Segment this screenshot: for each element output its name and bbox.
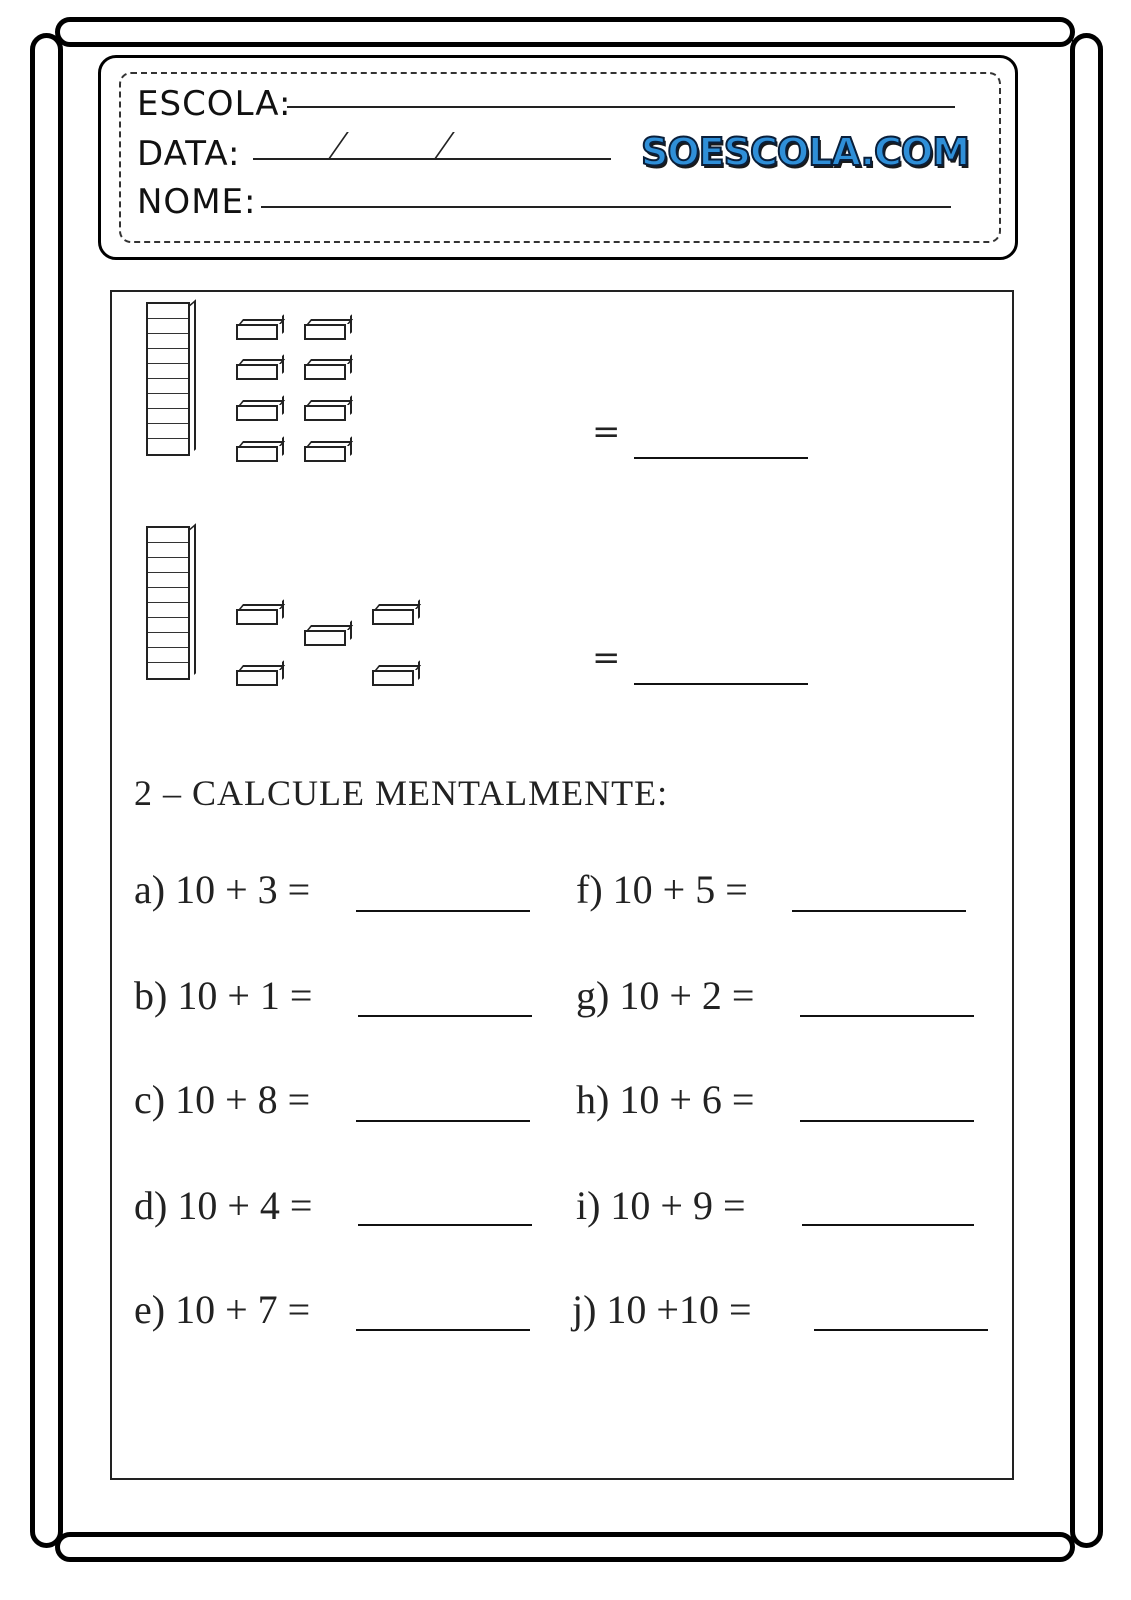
ten-rod-row1 — [146, 302, 190, 456]
problem-f: f) 10 + 5 = — [576, 867, 748, 912]
answer-field-row2[interactable] — [634, 683, 808, 685]
unit-cube — [236, 446, 278, 462]
answer-field-h[interactable] — [800, 1120, 974, 1122]
section-title: 2 – CALCULE MENTALMENTE: — [134, 773, 669, 813]
unit-cube — [304, 446, 346, 462]
problem-h: h) 10 + 6 = — [576, 1077, 755, 1122]
problem-j: j) 10 +10 = — [572, 1287, 752, 1332]
ten-rod-row2 — [146, 526, 190, 680]
problem-i: i) 10 + 9 = — [576, 1183, 746, 1228]
unit-cube — [236, 405, 278, 421]
answer-field-d[interactable] — [358, 1224, 532, 1226]
unit-cube — [304, 630, 346, 646]
unit-cube — [236, 670, 278, 686]
equals-sign-row2: = — [592, 638, 621, 678]
problem-d: d) 10 + 4 = — [134, 1183, 313, 1228]
equals-sign-row1: = — [592, 412, 621, 452]
answer-field-row1[interactable] — [634, 457, 808, 459]
unit-cube — [304, 405, 346, 421]
answer-field-e[interactable] — [356, 1329, 530, 1331]
problem-e: e) 10 + 7 = — [134, 1287, 311, 1332]
problem-g: g) 10 + 2 = — [576, 973, 755, 1018]
site-logo: SOESCOLA.COM — [641, 130, 969, 174]
name-field[interactable] — [261, 206, 951, 208]
date-label: DATA: — [137, 134, 241, 174]
answer-field-i[interactable] — [802, 1224, 974, 1226]
unit-cube — [304, 324, 346, 340]
unit-cube — [304, 364, 346, 380]
frame-right-bar — [1070, 33, 1103, 1548]
frame-bottom-bar — [55, 1532, 1075, 1562]
answer-field-c[interactable] — [356, 1120, 530, 1122]
answer-field-a[interactable] — [356, 910, 530, 912]
school-field[interactable] — [287, 106, 955, 108]
answer-field-g[interactable] — [800, 1015, 974, 1017]
problem-b: b) 10 + 1 = — [134, 973, 313, 1018]
unit-cube — [372, 670, 414, 686]
name-label: NOME: — [137, 182, 257, 222]
unit-cube — [236, 364, 278, 380]
unit-cube — [372, 609, 414, 625]
frame-top-bar — [55, 17, 1075, 47]
unit-cube — [236, 609, 278, 625]
header-box — [98, 55, 1018, 260]
frame-left-bar — [30, 33, 63, 1548]
answer-field-j[interactable] — [814, 1329, 988, 1331]
unit-cube — [236, 324, 278, 340]
answer-field-b[interactable] — [358, 1015, 532, 1017]
problem-c: c) 10 + 8 = — [134, 1077, 311, 1122]
problem-a: a) 10 + 3 = — [134, 867, 311, 912]
school-label: ESCOLA: — [137, 84, 292, 124]
answer-field-f[interactable] — [792, 910, 966, 912]
